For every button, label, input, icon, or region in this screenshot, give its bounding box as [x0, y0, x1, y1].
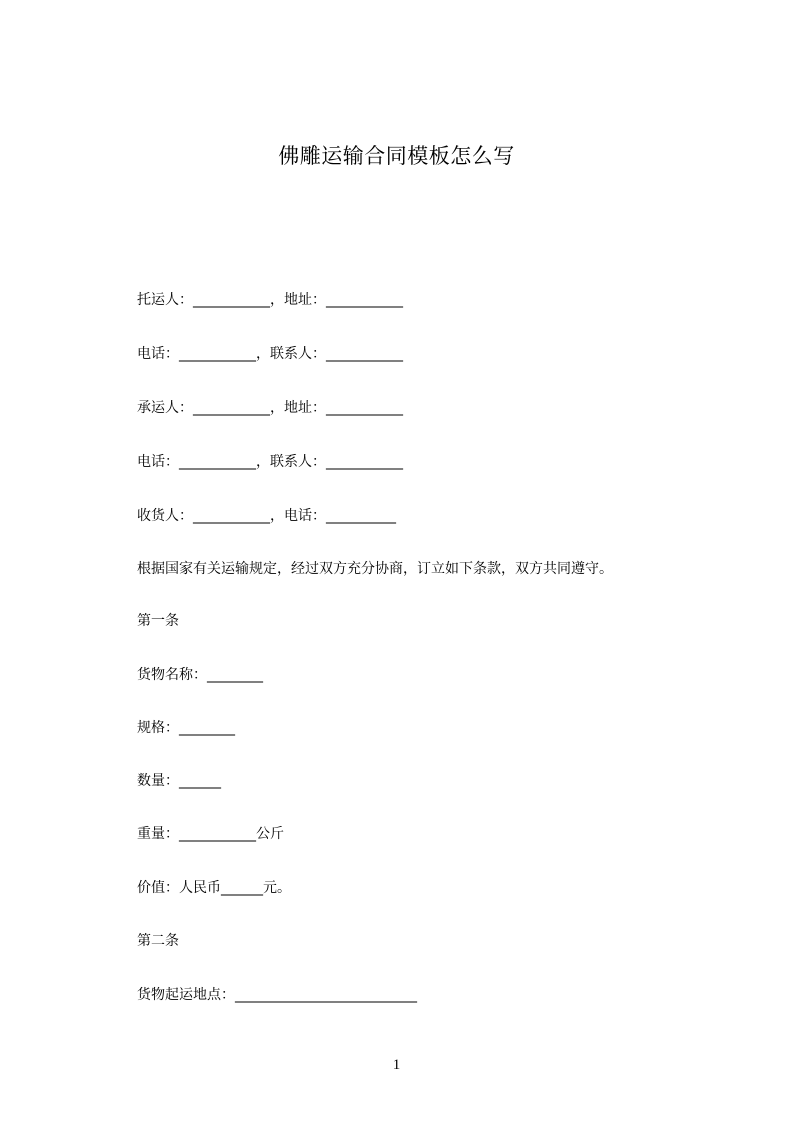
document-title: 佛雕运输合同模板怎么写 [278, 144, 515, 168]
goods-name-line: 货物名称：________ [137, 667, 263, 683]
preamble-paragraph: 根据国家有关运输规定，经过双方充分协商，订立如下条款，双方共同遵守。 [137, 561, 613, 577]
value-line: 价值：人民币______元。 [137, 880, 291, 896]
origin-location-line: 货物起运地点：__________________________ [137, 987, 417, 1003]
page-number: 1 [392, 1057, 401, 1073]
article-1-heading: 第一条 [137, 613, 179, 629]
shipper-contact-line: 电话：___________，联系人：___________ [137, 346, 403, 362]
specification-line: 规格：________ [137, 720, 235, 736]
quantity-line: 数量：______ [137, 773, 221, 789]
consignee-line: 收货人：___________，电话：__________ [137, 508, 396, 524]
article-2-heading: 第二条 [137, 933, 179, 949]
shipper-line: 托运人：___________，地址：___________ [137, 292, 403, 308]
carrier-line: 承运人：___________，地址：___________ [137, 400, 403, 416]
carrier-contact-line: 电话：___________，联系人：___________ [137, 454, 403, 470]
weight-line: 重量：___________公斤 [137, 826, 284, 842]
